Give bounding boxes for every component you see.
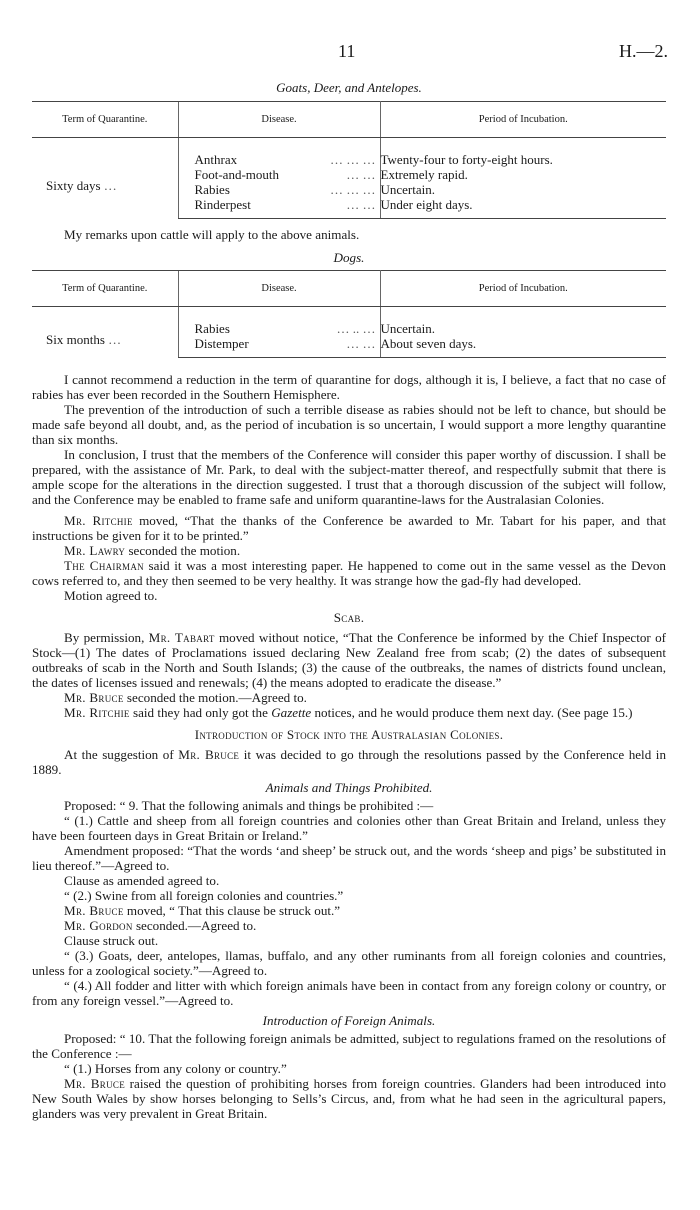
paragraph: “ (2.) Swine from all foreign colonies and countries.” <box>64 888 344 903</box>
paragraph: Proposed: “ 9. That the following animals and things be prohibited :— <box>64 798 434 813</box>
disease-cell: Rabies … … … <box>178 182 380 197</box>
paragraph <box>32 1076 666 1121</box>
column-header: Term of Quarantine. <box>32 271 178 307</box>
speaker-name: Mr. Bruce <box>64 690 124 705</box>
speaker-name: Mr. Bruce <box>64 1076 125 1091</box>
paragraph: “ (4.) All fodder and litter with which foreign animals have been in contact from any foreign colony or country, or from any foreign vessel.”—Agreed to. <box>32 978 666 1008</box>
paragraph-text: raised the question of prohibiting horses from foreign countries. Glanders had been introduced into New South Wales by show horses belonging to Sells’s Circus, and, from what he had seen in the agricultural papers, glanders was very prevalent in Great Britain. <box>32 1076 666 1121</box>
paragraph: In conclusion, I trust that the members of the Conference will consider this paper worthy of discussion. I shall be prepared, with the assistance of Mr. Park, to deal with the subject-matter thereof, and respectfully submit that there is ample scope for the alterations in the direction suggested. I trust that a thorough discussion of the subject will follow, and the Conference may be enabled to frame safe and uniform quarantine-laws for the Australasian Colonies. <box>32 447 666 507</box>
disease-name: Rinderpest <box>194 197 251 212</box>
incubation-cell: Extremely rapid. <box>380 167 468 182</box>
paragraph-text: At the suggestion of <box>64 747 174 762</box>
paragraph-text: said it was a most interesting paper. He happened to come out in the same vessel as the Devon cows referred to, and they then seemed to be very healthy. It was strange how the gad-fly had developed. <box>32 558 666 588</box>
speaker-name: Mr. Bruce <box>64 903 124 918</box>
incubation-cell: Uncertain. <box>380 321 436 336</box>
disease-name: Rabies <box>194 182 230 197</box>
paragraph-text: seconded the motion.—Agreed to. <box>126 690 307 705</box>
paragraph <box>32 705 666 720</box>
term-cell: Sixty days … <box>46 177 117 193</box>
paragraph-text: By permission, <box>64 630 145 645</box>
term-cell: Six months … <box>46 331 122 347</box>
paragraph: “ (1.) Cattle and sheep from all foreign countries and colonies other than Great Britain and Ireland, unless they have been fourteen days in Great Britain or Ireland.” <box>32 813 666 843</box>
paragraph <box>32 903 666 918</box>
paragraph-text: moved without notice, “That the Conference be informed by the Chief Inspector of Stock—(1) The dates of Proclamations issued declaring New Zealand free from scab; (2) the dates of subsequent outbreaks of scab in the North and South Islands; (3) the cause of the outbreaks, the names of districts found unclean, the dates of licenses issued and renewals; (4) the means adopted to eradicate the disease.” <box>32 630 667 690</box>
incubation-cell: Under eight days. <box>380 197 666 219</box>
paragraph <box>32 513 666 543</box>
incubation-cell: Twenty-four to forty-eight hours. <box>380 152 553 167</box>
paragraph: “ (1.) Horses from any colony or country.” <box>64 1061 287 1076</box>
section-heading: Introduction of Stock into the Australasian Colonies. <box>194 727 504 742</box>
speaker-name: Mr. Gordon <box>64 918 133 933</box>
goats-table-title: Goats, Deer, and Antelopes. <box>276 80 422 95</box>
disease-cell: Distemper … … <box>178 336 380 358</box>
paragraph: Amendment proposed: “That the words ‘and sheep’ be struck out, and the words ‘sheep and pigs’ be substituted in lieu thereof.”—Agreed to. <box>32 843 666 873</box>
paragraph-text: seconded.—Agreed to. <box>135 918 257 933</box>
speaker-name: The Chairman <box>64 558 144 573</box>
section-heading: Scab. <box>333 610 365 625</box>
document-reference: H.—2. <box>619 41 668 61</box>
gazette-title: Gazette <box>271 705 312 720</box>
column-header: Period of Incubation. <box>380 102 666 138</box>
paragraph <box>32 558 666 588</box>
page-body <box>32 40 666 1121</box>
speaker-name: Mr. Lawry <box>64 543 126 558</box>
paragraph-text: moved, “That the thanks of the Conference be awarded to Mr. Tabart for his paper, and that instructions be given for it to be printed.” <box>32 513 666 543</box>
disease-cell: Rinderpest … … <box>178 197 380 219</box>
paragraph: “ (3.) Goats, deer, antelopes, llamas, buffalo, and any other ruminants from all foreign colonies and countries, unless for a zoological society.”—Agreed to. <box>32 948 666 978</box>
incubation-cell: Uncertain. <box>380 182 436 197</box>
term-value: Sixty days <box>46 177 101 193</box>
goats-quarantine-table <box>32 101 666 219</box>
paragraph: Motion agreed to. <box>64 588 158 603</box>
speaker-name: Mr. Tabart <box>148 630 215 645</box>
speaker-name: Mr. Ritchie <box>64 705 130 720</box>
paragraph-text: moved, “ That this clause be struck out.” <box>126 903 341 918</box>
paragraph <box>32 543 666 558</box>
column-header: Period of Incubation. <box>380 271 666 307</box>
column-header: Disease. <box>178 271 380 307</box>
incubation-cell: About seven days. <box>380 336 666 358</box>
paragraph-text: notices, and he would produce them next day. (See page 15.) <box>314 705 633 720</box>
disease-name: Distemper <box>194 336 249 351</box>
subheading: Animals and Things Prohibited. <box>265 780 433 795</box>
disease-name: Foot-and-mouth <box>194 167 279 182</box>
subheading: Introduction of Foreign Animals. <box>262 1013 436 1028</box>
paragraph: Clause struck out. <box>64 933 159 948</box>
dogs-table-title: Dogs. <box>333 250 365 265</box>
paragraph-text: it was decided to go through the resolutions passed by the Conference held in 1889. <box>32 747 666 777</box>
speaker-name: Mr. Bruce <box>178 747 240 762</box>
column-header: Disease. <box>178 102 380 138</box>
paragraph: I cannot recommend a reduction in the term of quarantine for dogs, although it is, I believe, a fact that no case of rabies has ever been recorded in the Southern Hemisphere. <box>32 372 666 402</box>
paragraph-text: seconded the motion. <box>128 543 241 558</box>
column-header: Term of Quarantine. <box>32 102 178 138</box>
disease-name: Rabies <box>194 321 230 336</box>
paragraph: Proposed: “ 10. That the following foreign animals be admitted, subject to regulations framed on the resolutions of the Conference :— <box>32 1031 666 1061</box>
remark-text: My remarks upon cattle will apply to the above animals. <box>64 227 360 242</box>
paragraph <box>32 630 666 690</box>
term-value: Six months <box>46 331 105 347</box>
paragraph-text: said they had only got the <box>133 705 268 720</box>
disease-name: Anthrax <box>194 152 238 167</box>
disease-cell: Rabies … .. … <box>178 307 380 337</box>
paragraph <box>32 690 666 705</box>
paragraph <box>32 747 666 777</box>
dogs-quarantine-table <box>32 270 666 358</box>
speaker-name: Mr. Ritchie <box>64 513 133 528</box>
disease-cell: Anthrax … … … <box>178 138 380 168</box>
paragraph <box>32 918 666 933</box>
paragraph: The prevention of the introduction of such a terrible disease as rabies should not be left to chance, but should be made safe beyond all doubt, and, as the period of incubation is so uncertain, I would support a more lengthy quarantine than six months. <box>32 402 666 447</box>
paragraph: Clause as amended agreed to. <box>64 873 220 888</box>
disease-cell: Foot-and-mouth … … <box>178 167 380 182</box>
page-number: 11 <box>338 41 356 61</box>
